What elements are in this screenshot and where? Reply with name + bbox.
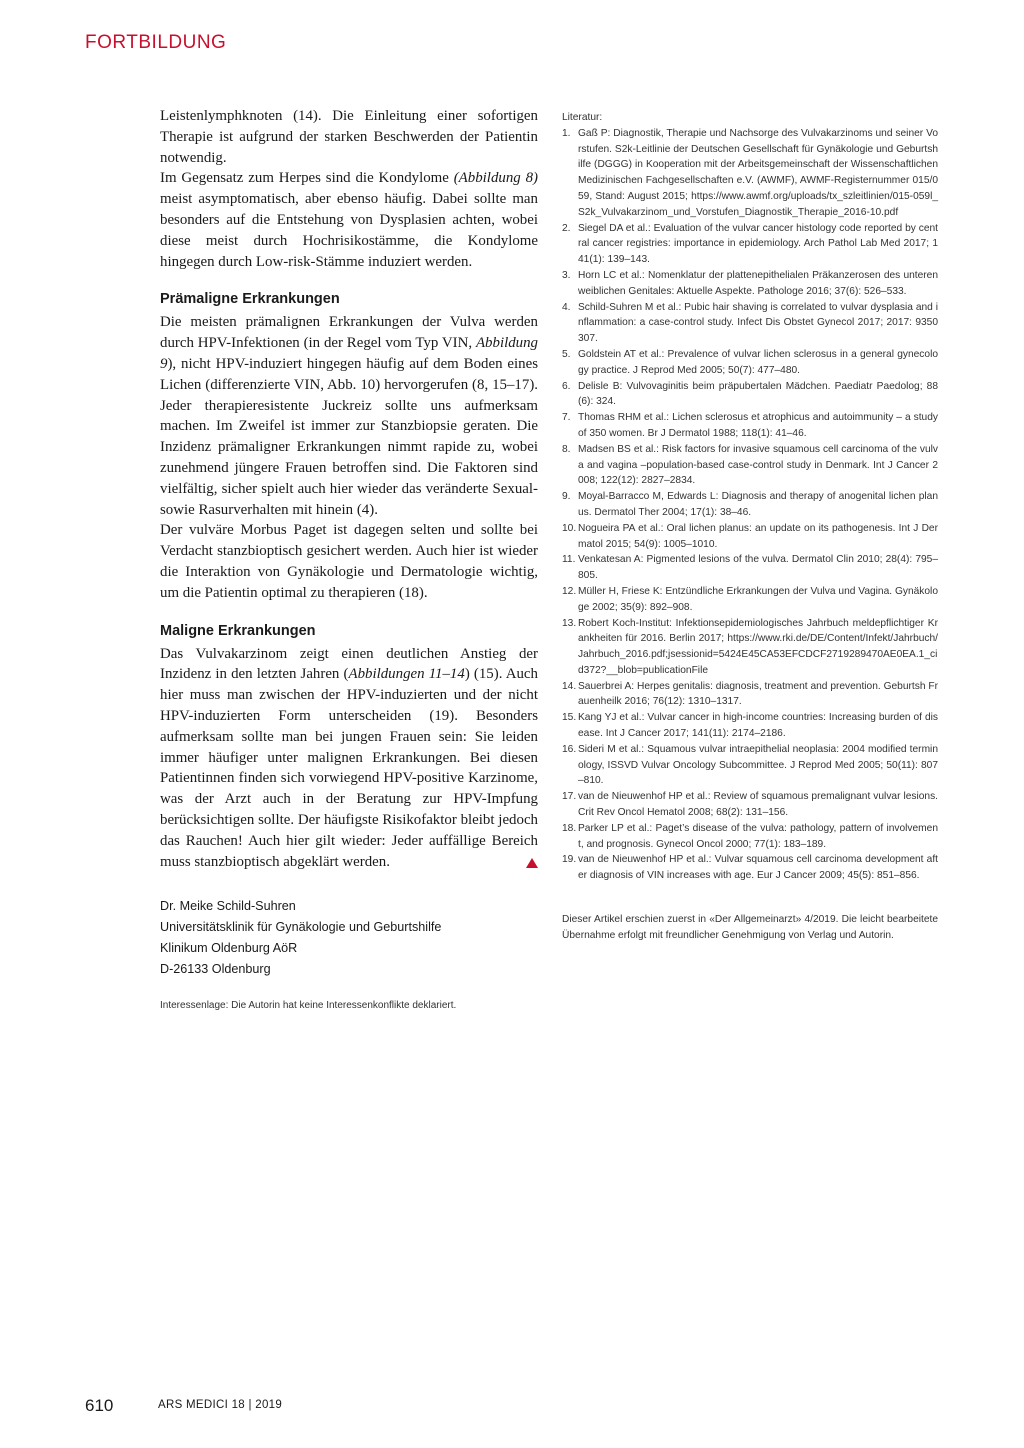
page-number: 610: [85, 1396, 114, 1415]
reference-number: 10.: [562, 522, 577, 534]
conflict-of-interest: Interessenlage: Die Autorin hat keine Interessenkonflikte deklariert.: [160, 1000, 457, 1012]
reference-item: [562, 789, 938, 821]
reference-item: [562, 126, 938, 221]
reference-number: 8.: [562, 443, 571, 455]
reference-text: Goldstein AT et al.: Prevalence of vulvar lichen sclerosus in a general gynecology practice. J Reprod Med 2005; 50(7): 477–480.: [578, 348, 938, 376]
paragraph-5: Das Vulvakarzinom zeigt einen deutlichen Anstieg der Inzidenz in den letzten Jahren (Abbildungen 11–14) (15). Auch hier muss man zwischen der HPV-induzierten und der nicht HPV-induzierten Form unterscheiden (19). Besonders aufmerksam sollte man bei jungen Frauen sein: Sie leiden immer häufiger unter malignen Erkrankungen. Bei diesen Patientinnen finden sich vorwiegend HPV-positive Karzinome, was der Arzt auch in der Beratung zur HPV-Impfung berücksichtigen sollte. Der häufigste Risikofaktor bleibt jedoch das Rauchen! Auch hier gilt wieder: Jeder auffällige Bereich muss stanzbioptisch abgeklärt werden.: [160, 645, 538, 870]
reference-number: 2.: [562, 222, 571, 234]
reference-text: Moyal-Barracco M, Edwards L: Diagnosis and therapy of anogenital lichen planus. Dermatol Ther 2004; 17(1): 38–46.: [578, 491, 938, 518]
reference-text: Sauerbrei A: Herpes genitalis: diagnosis, treatment and prevention. Geburtsh Frauenheilk 2016; 76(12): 1310–1317.: [578, 680, 938, 708]
reference-number: 18.: [562, 822, 577, 834]
figure-reference: (Abbildung 8): [453, 170, 538, 187]
publication-note: Dieser Artikel erschien zuerst in «Der Allgemeinarzt» 4/2019. Die leicht bearbeitete Übernahme erfolgt mit freundlicher Genehmigung von Verlag und Autorin.: [562, 914, 938, 941]
author-name: Dr. Meike Schild-Suhren: [160, 899, 296, 914]
reference-number: 9.: [562, 491, 571, 503]
reference-number: 5.: [562, 348, 571, 360]
reference-text: van de Nieuwenhof HP et al.: Vulvar squamous cell carcinoma development after diagnosis of VIN increases with age. Eur J Cancer 2009; 45(5): 851–856.: [578, 854, 938, 882]
reference-item: [562, 821, 938, 853]
reference-item: [562, 679, 938, 711]
reference-number: 3.: [562, 269, 571, 281]
author-block: [160, 896, 538, 980]
reference-text: Müller H, Friese K: Entzündliche Erkrankungen der Vulva und Vagina. Gynäkologe 2002; 35(9): 892–908.: [578, 585, 938, 613]
literature-title: Literatur:: [562, 112, 603, 123]
reference-number: 11.: [562, 554, 576, 566]
reference-item: [562, 347, 938, 379]
reference-number: 7.: [562, 412, 571, 424]
reference-text: Robert Koch-Institut: Infektionsepidemiologisches Jahrbuch meldepflichtiger Krankheiten für 2016. Berlin 2017; https://www.rki.de/DE/Content/Infekt/Jahrbuch/Jahrbuch_2016.pdf;jsessionid=5424E45CA53EFCDCF2719289470AE0EA.1_cid372?__blob=publicationFile: [578, 617, 938, 676]
reference-text: Siegel DA et al.: Evaluation of the vulvar cancer histology code reported by central cancer registries: importance in epidemiology. Arch Pathol Lab Med 2017; 141(1): 139–143.: [578, 222, 938, 266]
reference-item: [562, 442, 938, 489]
reference-text: Thomas RHM et al.: Lichen sclerosus et atrophicus and autoimmunity – a study of 350 women. Br J Dermatol 1988; 118(1): 41–46.: [578, 412, 938, 439]
reference-text: Venkatesan A: Pigmented lesions of the vulva. Dermatol Clin 2010; 28(4): 795–805.: [578, 554, 938, 582]
reference-number: 19.: [562, 854, 577, 866]
reference-item: [562, 221, 938, 268]
reference-text: Schild-Suhren M et al.: Pubic hair shaving is correlated to vulvar dysplasia and inflammation: a case-control study. Infect Dis Obstet Gynecol 2017; 2017: 9350307.: [578, 301, 938, 345]
reference-text: Horn LC et al.: Nomenklatur der plattenepithelialen Präkanzerosen des unteren weiblichen Genitales: Aktuelle Aspekte. Pathologe 2016; 37(6): 526–533.: [578, 269, 938, 297]
reference-text: Gaß P: Diagnostik, Therapie und Nachsorge des Vulvakarzinoms und seiner Vorstufen. S2k-Leitlinie der Deutschen Gesellschaft für Gynäkologie und Geburtshilfe (DGGG) in Kooperation mit der Arbeitsgemeinschaft der Wissenschaftlichen Medizinischen Fachgesellschaften e.V. (AWMF), AWMF-Registernummer 015/059, Stand: August 2015; https://www.awmf.org/uploads/tx_szleitlinien/015-059l_S2k_Vulvakarzinom_und_Vorstufen_Diagnostik_Therapie_2016-10.pdf: [578, 127, 938, 218]
reference-text: Delisle B: Vulvovaginitis beim präpubertalen Mädchen. Paediatr Paedolog; 88(6): 324.: [578, 380, 938, 408]
reference-number: 16.: [562, 743, 577, 755]
reference-text: Sideri M et al.: Squamous vulvar intraepithelial neoplasia: 2004 modified terminology, ISSVD Vulvar Oncology Subcommittee. J Reprod Med 2005; 50(11): 807–810.: [578, 743, 938, 787]
paragraph-4: Der vulväre Morbus Paget ist dagegen selten und sollte bei Verdacht stanzbioptisch gesichert werden. Auch hier ist wieder die Interaktion von Gynäkologie und Dermatologie wichtig, um die Patientin optimal zu therapieren (18).: [160, 522, 538, 601]
paragraph-1: Leistenlymphknoten (14). Die Einleitung einer sofortigen Therapie ist aufgrund der starken Beschwerden der Patientin notwendig.: [160, 108, 538, 166]
heading-praemaligne: Prämaligne Erkrankungen: [160, 291, 340, 308]
reference-number: 12.: [562, 585, 577, 597]
author-institution: Klinikum Oldenburg AöR: [160, 941, 298, 956]
paragraph-3: Die meisten prämalignen Erkrankungen der Vulva werden durch HPV-Infektionen (in der Regel vom Typ VIN, Abbildung 9), nicht HPV-induziert hingegen häufig auf dem Boden eines Lichen (differenzierte VIN, Abb. 10) hervorgerufen (8, 15–17). Jeder therapieresistente Juckreiz sollte uns aufmerksam machen. Im Zweifel ist immer zur Stanzbiopsie geraten. Die Inzidenz prämaligner Erkrankungen nimmt rapide zu, wobei zunehmend jüngere Frauen betroffen sind. Die Faktoren sind vielfältig, sicher spielt auch hier wieder das veränderte Sexual- sowie Rasurverhalten mit hinein (4).: [160, 314, 538, 518]
reference-text: Parker LP et al.: Paget’s disease of the vulva: pathology, pattern of involvement, and prognosis. Gynecol Oncol 2000; 77(1): 183–189.: [578, 822, 938, 850]
author-city: D-26133 Oldenburg: [160, 962, 271, 977]
heading-maligne: Maligne Erkrankungen: [160, 622, 316, 639]
reference-item: [562, 710, 938, 742]
article-column: [160, 106, 538, 1011]
reference-number: 6.: [562, 380, 571, 392]
reference-number: 4.: [562, 301, 571, 313]
reference-number: 17.: [562, 791, 577, 803]
reference-item: [562, 300, 938, 347]
reference-number: 1.: [562, 127, 571, 139]
publication-info: ARS MEDICI 18 | 2019: [158, 1399, 283, 1411]
reference-number: 13.: [562, 617, 577, 629]
reference-item: [562, 616, 938, 679]
reference-text: Kang YJ et al.: Vulvar cancer in high-income countries: Increasing burden of disease. Int J Cancer 2017; 141(11): 2174–2186.: [578, 712, 938, 740]
reference-list: [562, 126, 938, 884]
reference-text: Nogueira PA et al.: Oral lichen planus: an update on its pathogenesis. Int J Dermatol 2015; 54(9): 1005–1010.: [578, 522, 938, 550]
reference-number: 14.: [562, 680, 577, 692]
reference-text: Madsen BS et al.: Risk factors for invasive squamous cell carcinoma of the vulva and vagina –population-based case-control study in Denmark. Int J Cancer 2008; 122(12): 2827–2834.: [578, 443, 938, 487]
reference-text: van de Nieuwenhof HP et al.: Review of squamous premalignant vulvar lesions. Crit Rev Oncol Hematol 2008; 68(2): 131–156.: [578, 791, 938, 819]
reference-item: [562, 521, 938, 553]
reference-item: [562, 584, 938, 616]
reference-item: [562, 379, 938, 411]
reference-item: [562, 852, 938, 884]
reference-item: [562, 489, 938, 521]
reference-item: [562, 268, 938, 300]
figure-reference: Abbildung 9: [160, 335, 538, 372]
reference-item: [562, 410, 938, 442]
reference-item: [562, 552, 938, 584]
literature-column: [562, 110, 938, 944]
end-of-article-triangle-icon: [526, 858, 538, 868]
paragraph-2: Im Gegensatz zum Herpes sind die Kondylome (Abbildung 8) meist asymptomatisch, aber ebenso häufig. Dabei sollte man besonders auf die Entstehung von Dysplasien achten, wobei diese meist durch Hochrisikostämme, die Kondylome hingegen durch Low-risk-Stämme induziert werden.: [160, 170, 538, 270]
reference-number: 15.: [562, 712, 577, 724]
section-title: FORTBILDUNG: [85, 32, 227, 53]
author-affiliation: Universitätsklinik für Gynäkologie und Geburtshilfe: [160, 920, 442, 935]
reference-item: [562, 742, 938, 789]
figure-reference: Abbildungen 11–14: [348, 666, 465, 683]
